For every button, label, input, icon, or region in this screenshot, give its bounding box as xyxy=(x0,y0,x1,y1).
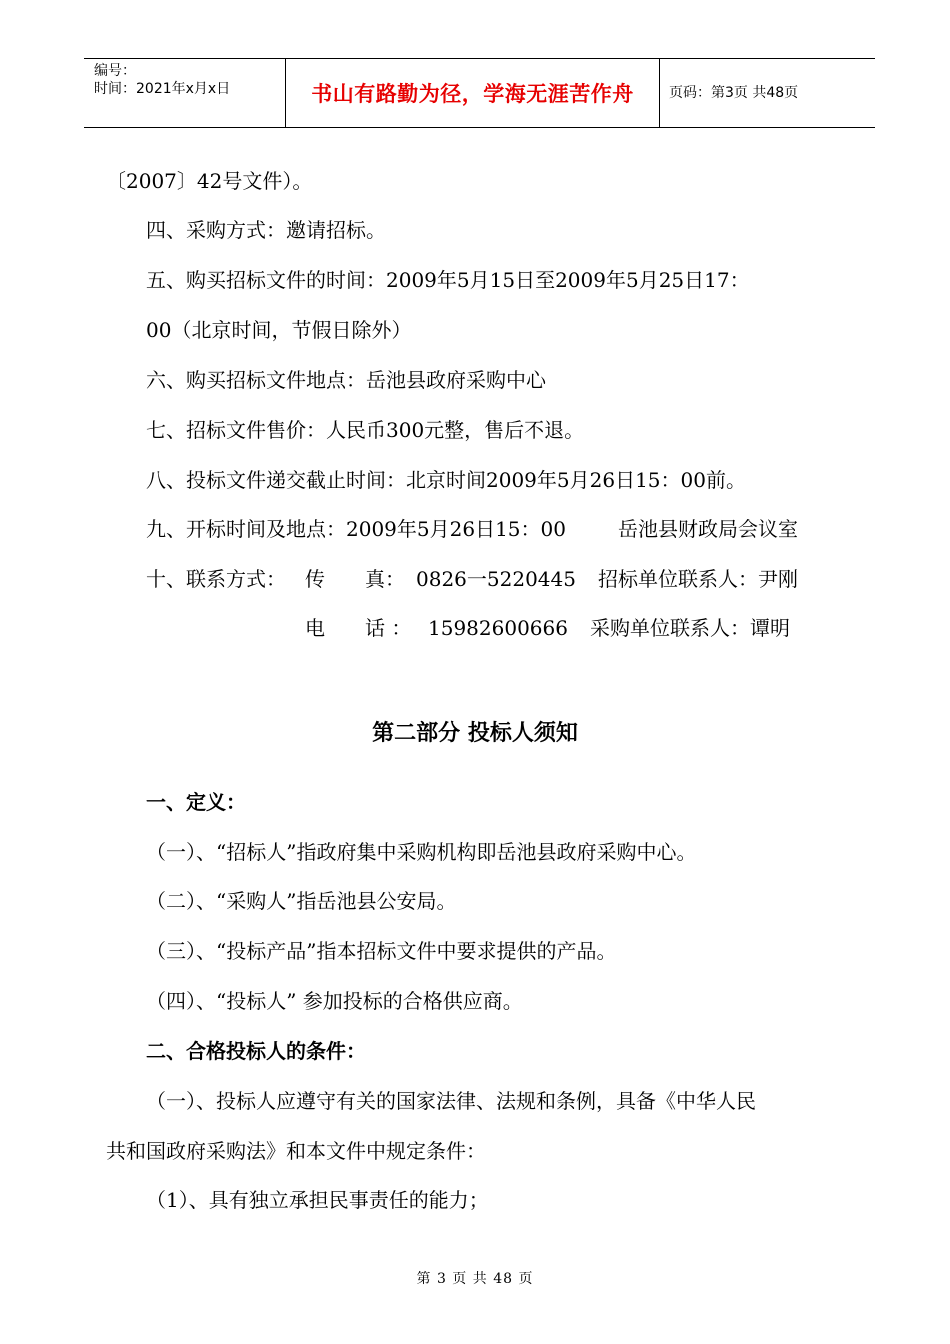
header-motto-cell xyxy=(285,59,660,127)
body-line: 七、招标文件售价：人民币300元整，售后不退。 xyxy=(146,418,585,442)
number-label: 编号： xyxy=(94,63,136,79)
page-footer: 第 3 页 共 48 页 xyxy=(416,1271,534,1287)
condition-item: （1）、具有独立承担民事责任的能力； xyxy=(146,1188,489,1212)
section-title: 第二部分 投标人须知 xyxy=(372,721,578,746)
header-left-cell xyxy=(84,59,285,127)
purchase-contact: 采购单位联系人：谭明 xyxy=(590,616,790,640)
body-line: 四、采购方式：邀请招标。 xyxy=(146,218,386,242)
body-line: 岳池县财政局会议室 xyxy=(618,517,798,541)
definition-item: （三）、“投标产品”指本招标文件中要求提供的产品。 xyxy=(146,939,617,963)
tender-contact: 招标单位联系人：尹刚 xyxy=(598,567,798,591)
body-line: 00（北京时间，节假日除外） xyxy=(146,318,412,342)
page-header xyxy=(84,58,875,128)
definition-item: （一）、“招标人”指政府集中采购机构即岳池县政府采购中心。 xyxy=(146,840,697,864)
fax-value: 0826一5220445 xyxy=(416,567,576,591)
phone-label: 电 话 ： xyxy=(305,616,412,640)
section-heading: 二、合格投标人的条件： xyxy=(146,1039,366,1063)
body-line: 六、购买招标文件地点：岳池县政府采购中心 xyxy=(146,368,546,392)
fax-label: 传 真： xyxy=(305,567,405,591)
phone-value: 15982600666 xyxy=(428,616,568,640)
condition-item: （一）、投标人应遵守有关的国家法律、法规和条例，具备《中华人民 xyxy=(146,1089,756,1113)
contact-label: 十、联系方式： xyxy=(146,567,286,591)
definition-item: （二）、“采购人”指岳池县公安局。 xyxy=(146,889,457,913)
header-motto: 书山有路勤为径，学海无涯苦作舟 xyxy=(311,82,634,106)
definition-item: （四）、“投标人” 参加投标的合格供应商。 xyxy=(146,989,523,1013)
header-page-info: 页码：第3页 共48页 xyxy=(669,84,799,101)
body-line: 五、购买招标文件的时间：2009年5月15日至2009年5月25日17： xyxy=(146,268,750,292)
body-line: 八、投标文件递交截止时间：北京时间2009年5月26日15：00前。 xyxy=(146,468,746,492)
body-line: 九、开标时间及地点：2009年5月26日15：00 xyxy=(146,517,566,541)
condition-item: 共和国政府采购法》和本文件中规定条件： xyxy=(106,1139,486,1163)
body-line: 〔2007〕42号文件）。 xyxy=(106,169,313,193)
header-page-cell xyxy=(659,59,875,127)
section-heading: 一、定义： xyxy=(146,790,246,814)
time-label: 时间：2021年x月x日 xyxy=(94,81,231,97)
